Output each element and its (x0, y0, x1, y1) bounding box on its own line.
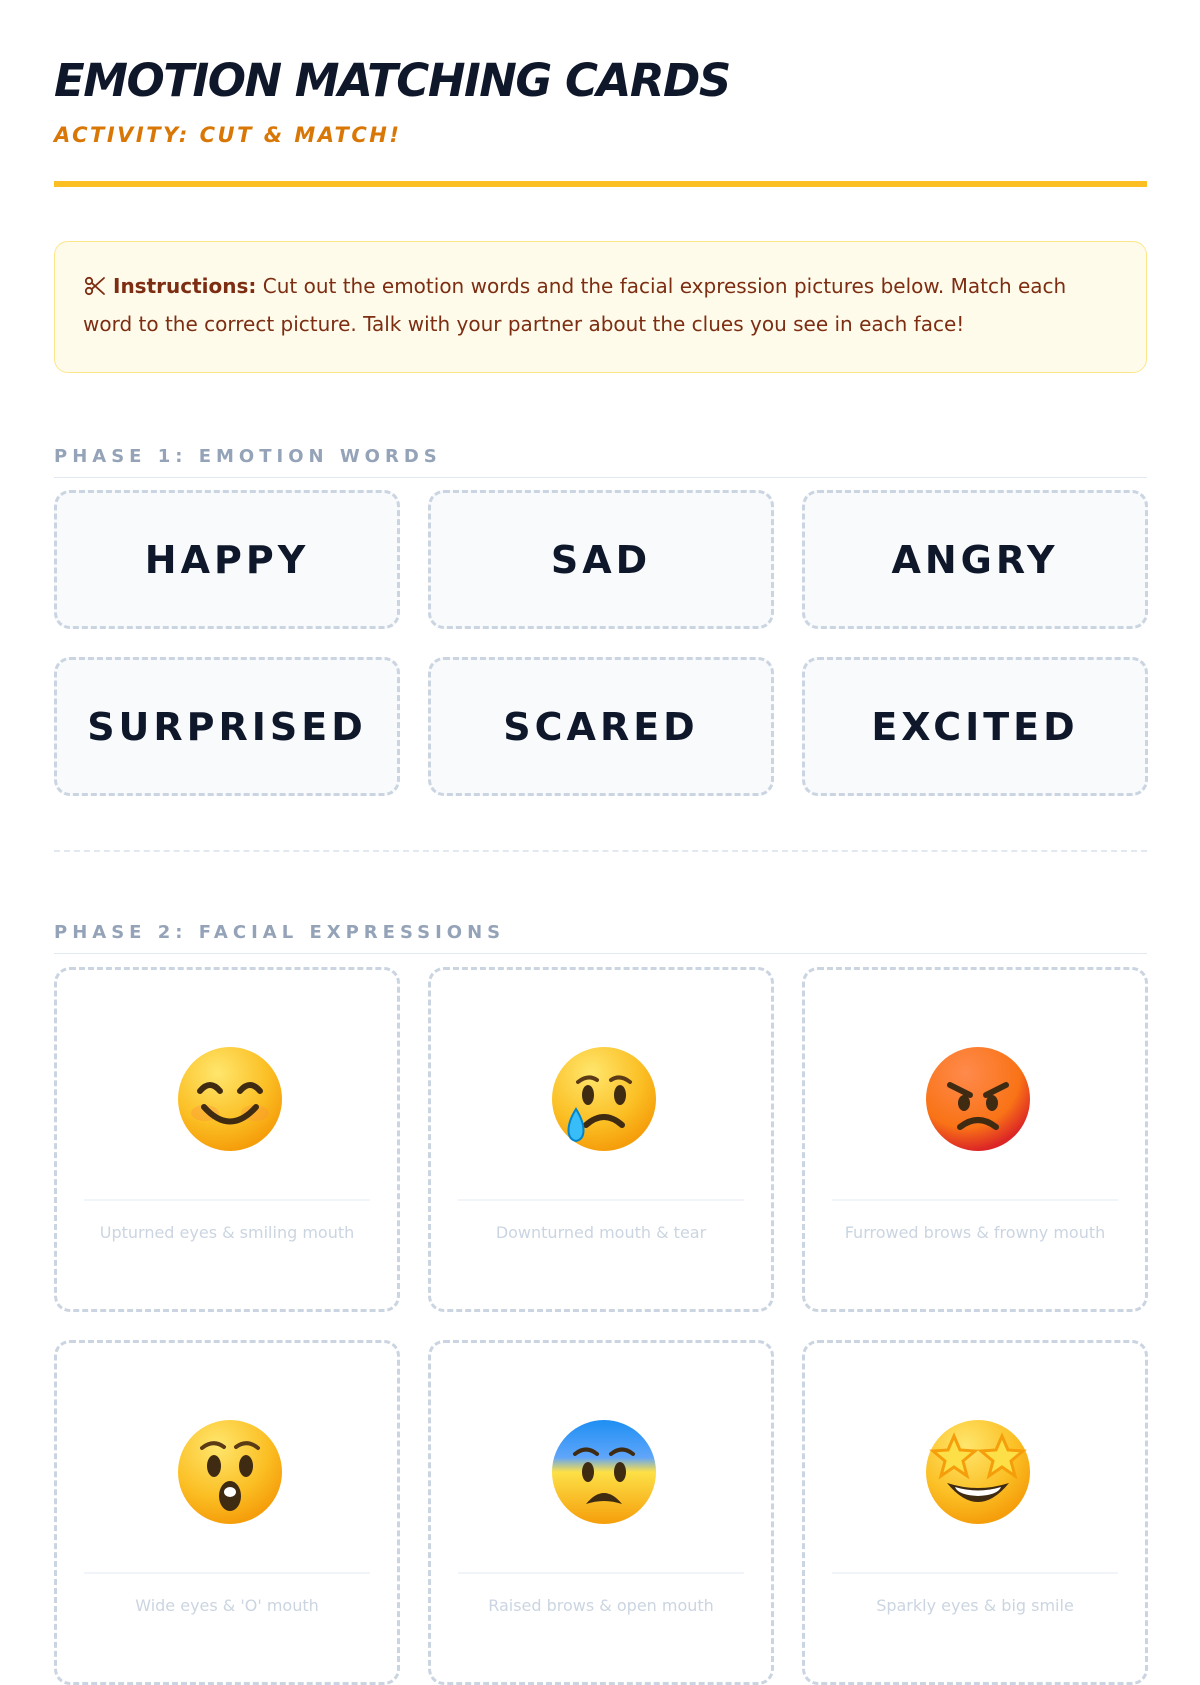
clue-divider (832, 1572, 1118, 1574)
facial-expression-card-scared[interactable] (428, 1340, 774, 1685)
page-title: EMOTION MATCHING CARDS (54, 54, 730, 107)
facial-expression-card-surprised[interactable] (54, 1340, 400, 1685)
expression-clue-smiling: Upturned eyes & smiling mouth (99, 1223, 355, 1242)
expression-clue-angry: Furrowed brows & frowny mouth (844, 1223, 1106, 1242)
surprised-face-icon (174, 1416, 286, 1528)
angry-face-icon (922, 1043, 1034, 1155)
crying-face-icon (548, 1043, 660, 1155)
facial-expression-card-angry[interactable] (802, 967, 1148, 1312)
instructions-text: Cut out the emotion words and the facial expression pictures below. Match each word to the correct picture. Talk with your partner about the clues you see in each face! (83, 274, 1067, 336)
clue-divider (458, 1572, 744, 1574)
expression-clue-star-struck: Sparkly eyes & big smile (876, 1596, 1074, 1615)
emotion-word-grid (54, 490, 1147, 796)
expression-clue-crying: Downturned mouth & tear (495, 1223, 707, 1242)
clue-divider (832, 1199, 1118, 1201)
expression-clue-scared: Raised brows & open mouth (488, 1596, 714, 1615)
emotion-word-card-happy[interactable]: HAPPY (54, 490, 400, 629)
clue-divider (458, 1199, 744, 1201)
facial-expression-card-smiling[interactable] (54, 967, 400, 1312)
scissors-icon (83, 272, 107, 296)
section-divider (54, 850, 1147, 852)
phase-2-heading: PHASE 2: FACIAL EXPRESSIONS (54, 921, 1147, 954)
emotion-word-card-scared[interactable]: SCARED (428, 657, 774, 796)
facial-expression-card-star-struck[interactable] (802, 1340, 1148, 1685)
emotion-word-card-excited[interactable]: EXCITED (802, 657, 1148, 796)
expression-clue-surprised: Wide eyes & 'O' mouth (135, 1596, 319, 1615)
instructions-box (54, 241, 1147, 373)
facial-expression-grid (54, 967, 1147, 1685)
emotion-word-card-sad[interactable]: SAD (428, 490, 774, 629)
instructions-label: Instructions: (113, 274, 257, 298)
facial-expression-card-crying[interactable] (428, 967, 774, 1312)
emotion-word-card-surprised[interactable]: SURPRISED (54, 657, 400, 796)
emotion-word-card-angry[interactable]: ANGRY (802, 490, 1148, 629)
activity-subtitle: ACTIVITY: CUT & MATCH! (54, 123, 402, 147)
clue-divider (84, 1199, 370, 1201)
title-divider (54, 181, 1147, 187)
phase-1-heading: PHASE 1: EMOTION WORDS (54, 445, 1147, 478)
clue-divider (84, 1572, 370, 1574)
scared-face-icon (548, 1416, 660, 1528)
smiling-face-icon (174, 1043, 286, 1155)
star-struck-face-icon (922, 1416, 1034, 1528)
